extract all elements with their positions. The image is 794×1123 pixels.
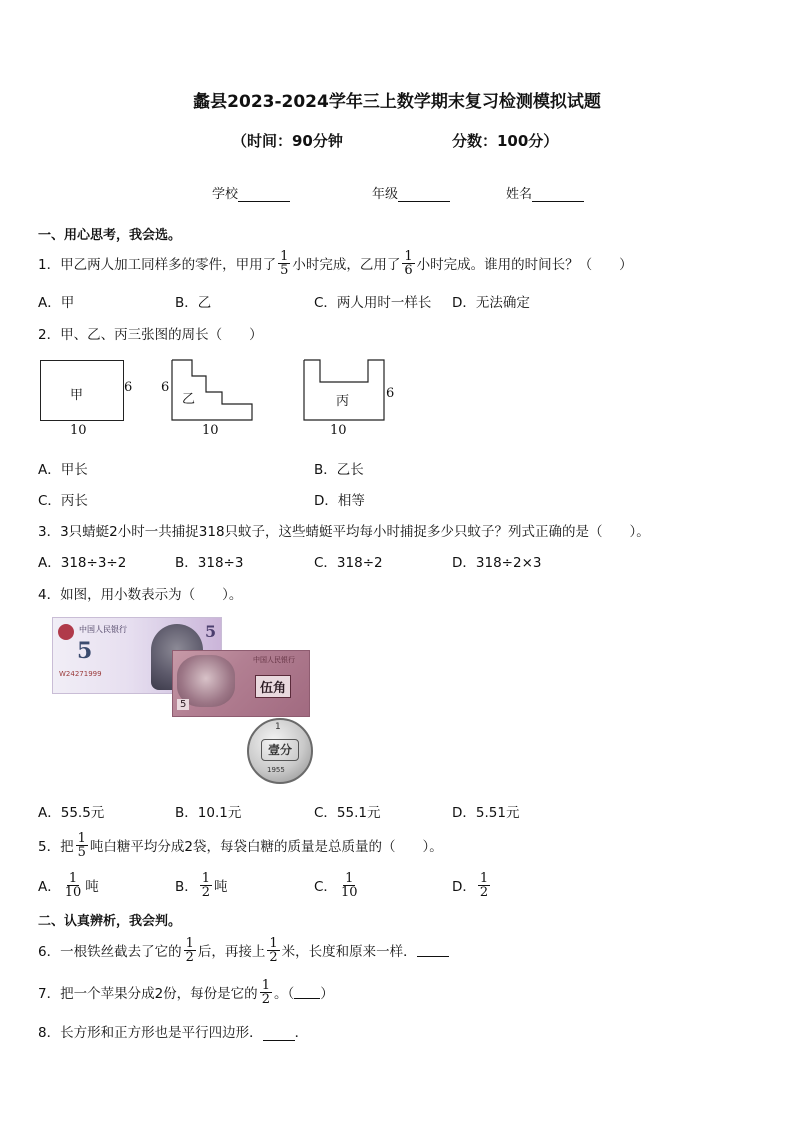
question-8: 8．长方形和正方形也是平行四边形． ． [38, 1025, 309, 1041]
q5-text-post: 吨白糖平均分成2袋，每袋白糖的质量是总质量的（ ）。 [89, 839, 443, 855]
q4-option-a[interactable]: A．55.5元 [38, 805, 105, 821]
q6-fraction-1: $\frac{1}{2}$ [185, 935, 194, 965]
q3-option-c[interactable]: C．318÷2 [314, 555, 383, 571]
q3-option-d[interactable]: D．318÷2×3 [452, 555, 542, 571]
section-1-heading: 一、用心思考，我会选。 [38, 228, 182, 243]
school-blank[interactable] [238, 188, 290, 202]
question-5 [38, 826, 443, 864]
q1-option-a[interactable]: A．甲 [38, 295, 75, 311]
q1-option-c[interactable]: C．两人用时一样长 [314, 295, 432, 311]
q1-text-post: 小时完成。谁用的时间长？（ ） [416, 257, 633, 273]
coin-value: 1 [275, 722, 281, 732]
figure-yi-label: 乙 [182, 392, 196, 407]
question-3: 3．3只蜻蜓2小时一共捕捉318只蚊子，这些蜻蜓平均每小时捕捉多少只蚊子？列式正确的是（ ）。 [38, 524, 650, 540]
question-1 [38, 244, 633, 282]
q1-option-b[interactable]: B．乙 [175, 295, 212, 311]
q5-fraction: $\frac{1}{5}$ [77, 830, 86, 860]
q2-option-b[interactable]: B．乙长 [314, 462, 364, 478]
q8-answer-blank[interactable] [263, 1028, 295, 1041]
q2-option-c[interactable]: C．丙长 [38, 493, 88, 509]
five-jiao-bank-name: 中国人民银行 [253, 656, 295, 664]
figure-yi-side: 6 [161, 380, 170, 395]
school-label: 学校 [212, 187, 239, 202]
q7-fraction: $\frac{1}{2}$ [261, 977, 270, 1007]
exam-time: （时间：90分钟 [232, 132, 343, 150]
q5-option-a[interactable]: A． $\frac{1}{10}$ 吨 [38, 870, 99, 900]
question-2: 2．甲、乙、丙三张图的周长（ ） [38, 327, 263, 343]
q5-option-b[interactable]: B． $\frac{1}{2}$ 吨 [175, 870, 228, 900]
q1-text-mid: 小时完成，乙用了 [292, 257, 401, 273]
q5-option-d[interactable]: D． $\frac{1}{2}$ [452, 870, 489, 900]
q1-option-d[interactable]: D．无法确定 [452, 295, 530, 311]
q4-option-d[interactable]: D．5.51元 [452, 805, 520, 821]
coin-year: 1955 [267, 766, 285, 774]
section-2-heading: 二、认真辨析，我会判。 [38, 914, 182, 929]
q6-fraction-2: $\frac{1}{2}$ [269, 935, 278, 965]
figure-bing-side: 6 [386, 386, 395, 401]
q5-text-pre: 5．把 [38, 839, 74, 855]
name-blank[interactable] [532, 188, 584, 202]
five-yuan-value: 5 [77, 638, 93, 664]
exam-title: 蠡县2023-2024学年三上数学期末复习检测模拟试题 [193, 92, 601, 112]
q1-fraction-1: $\frac{1}{5}$ [280, 248, 289, 278]
q3-option-b[interactable]: B．318÷3 [175, 555, 244, 571]
grade-field [372, 183, 450, 202]
figure-bing-label: 丙 [336, 394, 350, 409]
coin-text: 壹分 [261, 739, 299, 761]
grade-label: 年级 [372, 187, 399, 202]
figure-jia-label: 甲 [70, 388, 84, 403]
five-jiao-note [172, 650, 310, 717]
five-yuan-bank-name: 中国人民银行 [79, 625, 127, 634]
figure-jia-side: 6 [124, 380, 133, 395]
q1-fraction-2: $\frac{1}{6}$ [404, 248, 413, 278]
figure-yi-bottom: 10 [202, 423, 219, 438]
question-4: 4．如图，用小数表示为（ ）。 [38, 587, 243, 603]
grade-blank[interactable] [398, 188, 450, 202]
figure-jia-bottom: 10 [70, 423, 87, 438]
q4-option-c[interactable]: C．55.1元 [314, 805, 381, 821]
name-label: 姓名 [506, 187, 533, 202]
q6-answer-blank[interactable] [417, 944, 449, 957]
q2-option-a[interactable]: A．甲长 [38, 462, 88, 478]
q3-option-a[interactable]: A．318÷3÷2 [38, 555, 127, 571]
five-jiao-value: 伍角 [255, 675, 291, 698]
school-field [212, 183, 290, 202]
five-yuan-serial: W24271999 [59, 670, 102, 678]
q2-option-d[interactable]: D．相等 [314, 493, 365, 509]
q4-option-b[interactable]: B．10.1元 [175, 805, 242, 821]
question-7: 7．把一个苹果分成2份，每份是它的 $\frac{1}{2}$ 。（ ） [38, 977, 334, 1007]
one-fen-coin [247, 718, 313, 784]
five-yuan-note: 中国人民银行 5 W24271999 5 [52, 617, 222, 694]
q5-option-c[interactable]: C． $\frac{1}{10}$ [314, 870, 358, 900]
name-field [506, 183, 584, 202]
five-jiao-corner: 5 [177, 699, 189, 710]
exam-score: 分数：100分） [452, 132, 559, 150]
national-emblem-icon [58, 624, 74, 640]
figure-bing-bottom: 10 [330, 423, 347, 438]
q1-text-pre: 1．甲乙两人加工同样多的零件，甲用了 [38, 257, 277, 273]
q7-answer-blank[interactable] [294, 986, 320, 999]
question-6: 6．一根铁丝截去了它的 $\frac{1}{2}$ 后，再接上 $\frac{1}{2}$ 米，长度和原来一样． [38, 931, 449, 969]
